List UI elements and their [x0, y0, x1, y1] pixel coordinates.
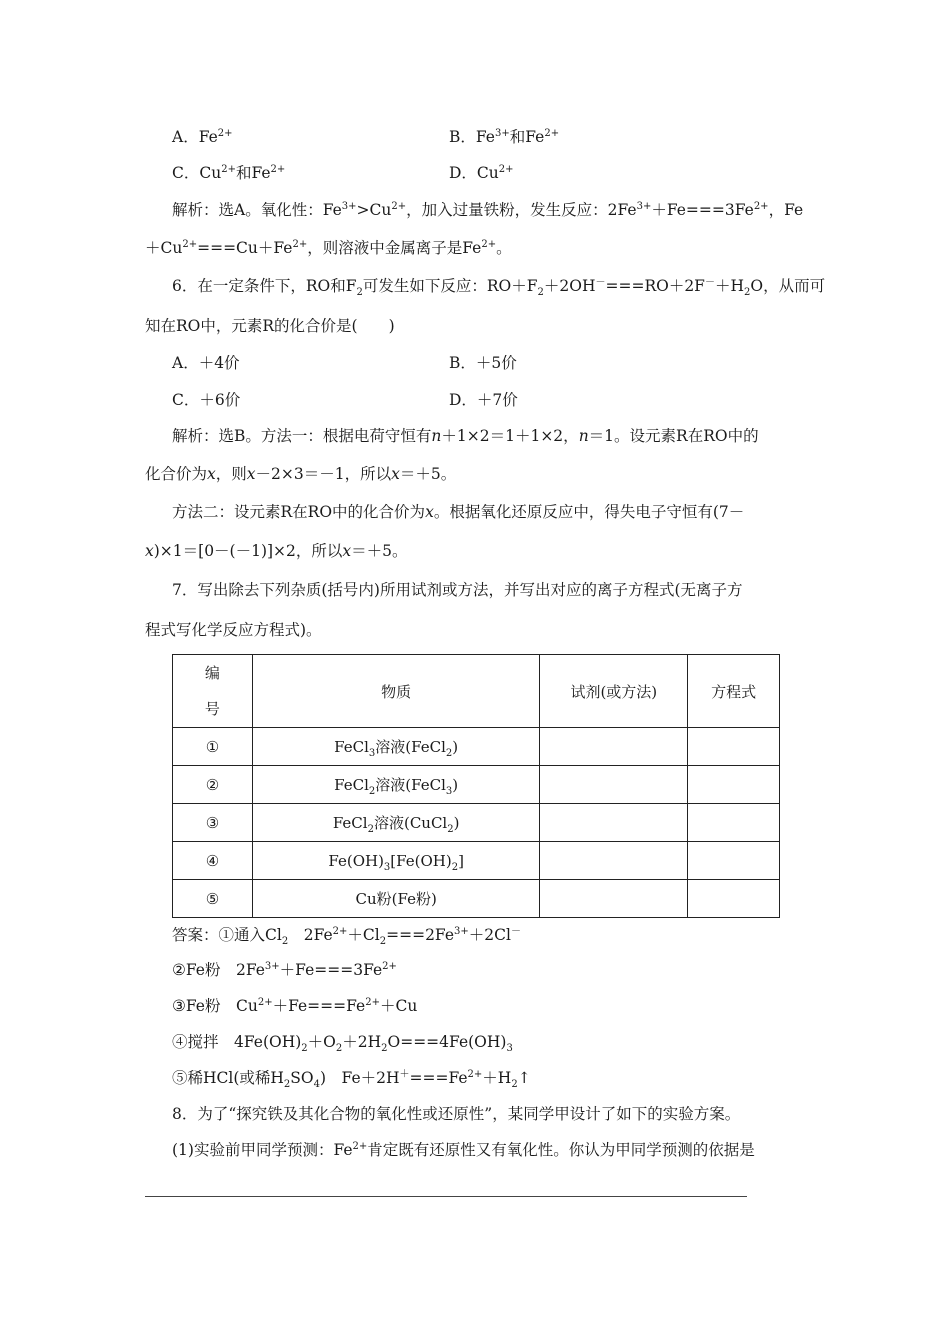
reagent-cell — [540, 766, 688, 804]
q6-explanation-line3: 方法二：设元素R在RO中的化合价为x。根据氧化还原反应中，得失电子守恒有(7－ — [172, 503, 745, 521]
header-substance: 物质 — [252, 655, 540, 728]
reagent-cell — [540, 880, 688, 918]
q6-option-a: A．＋4价 — [172, 354, 240, 372]
equation-cell — [688, 766, 780, 804]
reagent-cell — [540, 842, 688, 880]
answer-line3: ③Fe粉 $Cu^{2+}+Fe===Fe^{2+}+Cu$ — [172, 996, 418, 1015]
answer-line2: ②Fe粉 $2Fe^{3+}+Fe===3Fe^{2+}$ — [172, 960, 397, 979]
q7-stem-line1: 7．写出除去下列杂质(括号内)所用试剂或方法，并写出对应的离子方程式(无离子方 — [172, 581, 743, 599]
q5-explanation-line2: $+Cu^{2+}===Cu+Fe^{2+}$，则溶液中金属离子是$Fe^{2+}$。 — [145, 238, 512, 257]
equation-cell — [688, 804, 780, 842]
q6-explanation-line4: x)×1＝[0－(－1)]×2，所以x＝＋5。 — [145, 542, 408, 560]
q6-option-c: C．＋6价 — [172, 391, 241, 409]
q6-option-b: B．＋5价 — [449, 354, 517, 372]
q7-stem-line2: 程式写化学反应方程式)。 — [145, 621, 322, 639]
option-c: C．$Cu^{2+}$和$Fe^{2+}$ — [172, 163, 286, 182]
header-number: 编 号 — [173, 655, 253, 728]
table-row: ⑤ Cu粉(Fe粉) — [173, 880, 780, 918]
option-b: B．$Fe^{3+}$和$Fe^{2+}$ — [449, 127, 560, 146]
footer-divider — [145, 1196, 747, 1197]
table-row: ③ FeCl$_2$溶液(CuCl$_2$) — [173, 804, 780, 842]
equation-cell — [688, 728, 780, 766]
option-a: A．$Fe^{2+}$ — [172, 127, 233, 146]
option-d: D．$Cu^{2+}$ — [449, 163, 514, 182]
q6-stem-line2: 知在RO中，元素R的化合价是( ) — [145, 317, 395, 335]
table-header-row — [173, 655, 780, 728]
table-row: ② FeCl$_2$溶液(FeCl$_3$) — [173, 766, 780, 804]
impurity-table — [172, 654, 780, 918]
q5-explanation-line1: 解析：选A。氧化性：$Fe^{3+}>Cu^{2+}$，加入过量铁粉，发生反应：$2Fe^{3+}+Fe===3Fe^{2+}$，Fe — [172, 200, 804, 219]
q6-explanation-line1: 解析：选B。方法一：根据电荷守恒有n＋1×2＝1＋1×2，n＝1。设元素R在RO中的 — [172, 427, 759, 445]
table-row: ④ $Fe(OH)_3[Fe(OH)_2]$ — [173, 842, 780, 880]
table-row: ① FeCl$_3$溶液(FeCl$_2$) — [173, 728, 780, 766]
q6-explanation-line2: 化合价为x，则x－2×3＝－1，所以x＝＋5。 — [145, 465, 457, 483]
q8-part1: (1)实验前甲同学预测：$Fe^{2+}$肯定既有还原性又有氧化性。你认为甲同学预测的依据是 — [172, 1140, 755, 1159]
equation-cell — [688, 842, 780, 880]
answer-line4: ④搅拌 $4Fe(OH)_2+O_2+2H_2O===4Fe(OH)_3$ — [172, 1033, 513, 1055]
header-reagent: 试剂(或方法) — [540, 655, 688, 728]
reagent-cell — [540, 728, 688, 766]
q6-stem-line1: 6．在一定条件下，RO和$F_2$可发生如下反应：$RO+F_2+2OH^-===RO+2F^-+H_2O$，从而可 — [172, 276, 826, 299]
header-equation: 方程式 — [688, 655, 780, 728]
equation-cell — [688, 880, 780, 918]
q6-option-d: D．＋7价 — [449, 391, 518, 409]
answer-line1: 答案：①通入$Cl_2$ $2Fe^{2+}+Cl_2===2Fe^{3+}+2Cl^-$ — [172, 925, 521, 948]
answer-line5: ⑤稀HCl(或稀$H_2SO_4$) $Fe+2H^+===Fe^{2+}+H_2↑$ — [172, 1068, 531, 1091]
q8-stem: 8．为了“探究铁及其化合物的氧化性或还原性”，某同学甲设计了如下的实验方案。 — [172, 1105, 741, 1123]
reagent-cell — [540, 804, 688, 842]
